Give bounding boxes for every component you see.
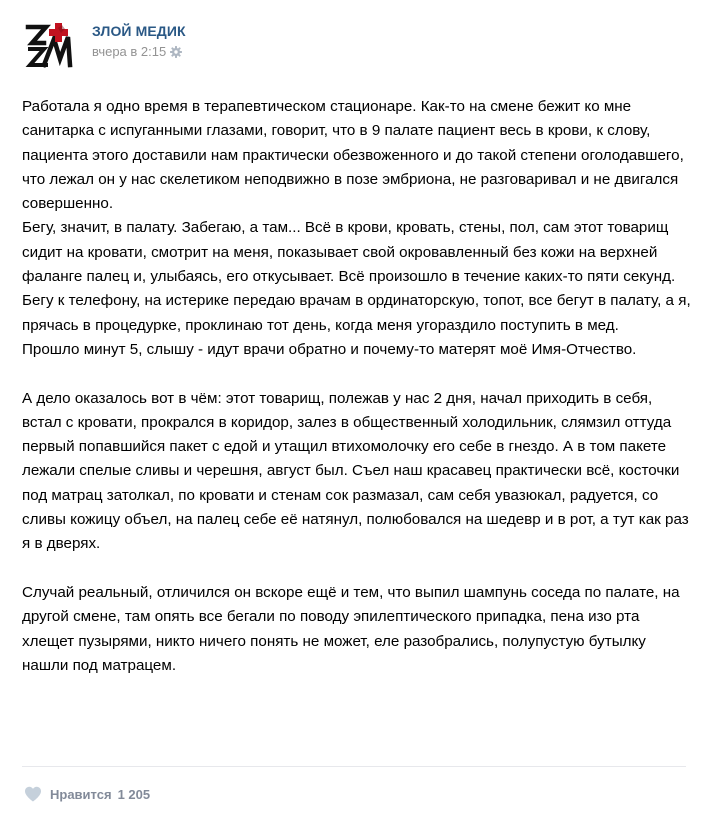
post-paragraph: А дело оказалось вот в чём: этот товарищ, полежав у нас 2 дня, начал приходить в себя, встал с кровати, прокрался в коридор, залез в общественный холодильник, слямзил оттуда первый попавшийся пакет с едой и утащил втихомолочку его себе в гнездо. А в том пакете лежали спелые сливы и черешня, август был. Съел наш красавец практически всё, косточки под матрац затолкал, по кровати и стенам сок размазал, сам себя увазюкал, радуется, со сливы кожицу объел, на палец себе её натянул, полюбовался на шедевр и в рот, а тут как раз я в дверях. [22, 389, 689, 553]
post-text [22, 95, 694, 678]
author-name-link[interactable]: ЗЛОЙ МЕДИК [92, 23, 186, 39]
like-count: 1 205 [117, 786, 151, 802]
like-button[interactable] [24, 784, 150, 804]
zlo-medic-logo-icon [22, 19, 74, 71]
post-time[interactable]: вчера в 2:15 [92, 44, 167, 59]
post-paragraph: Случай реальный, отличился он вскоре ещё и тем, что выпил шампунь соседа по палате, на другой смене, там опять все бегали по поводу эпилептического припадка, пена изо рта хлещет пузырями, никто ничего понять не может, еле разобрались, полупустую бутылку нашли под матрацем. [22, 583, 680, 674]
author-block [92, 22, 186, 60]
gear-icon[interactable] [170, 46, 182, 58]
post-divider [22, 766, 686, 767]
post-meta [92, 44, 186, 60]
post-paragraph: Работала я одно время в терапевтическом стационаре. Как-то на смене бежит ко мне санитарка с испуганными глазами, говорит, что в 9 палате пациент весь в крови, к слову, пациента этого доставили нам практически обезвоженного и до такой степени оголодавшего, что лежал он у нас скелетиком неподвижно в позе эмбриона, не разговаривал и не двигался совершенно. Бегу, значит, в палату. Забегаю, а там... Всё в крови, кровать, стены, пол, сам этот товарищ сидит на кровати, смотрит на меня, показывает свой окровавленный без кожи на верхней фаланге палец и, улыбаясь, его откусывает. Всё произошло в течение каких-то пяти секунд. Бегу к телефону, на истерике передаю врачам в ординаторскую, топот, все бегут в палату, а я, прячась в процедурке, проклинаю тот день, когда меня угораздило поступить в мед. Прошло минут 5, слышу - идут врачи обратно и почему-то матерят моё Имя-Отчество. [22, 98, 691, 358]
like-label: Нравится [50, 786, 112, 802]
heart-icon [24, 786, 42, 802]
post-header [22, 18, 186, 72]
avatar[interactable] [22, 19, 74, 71]
